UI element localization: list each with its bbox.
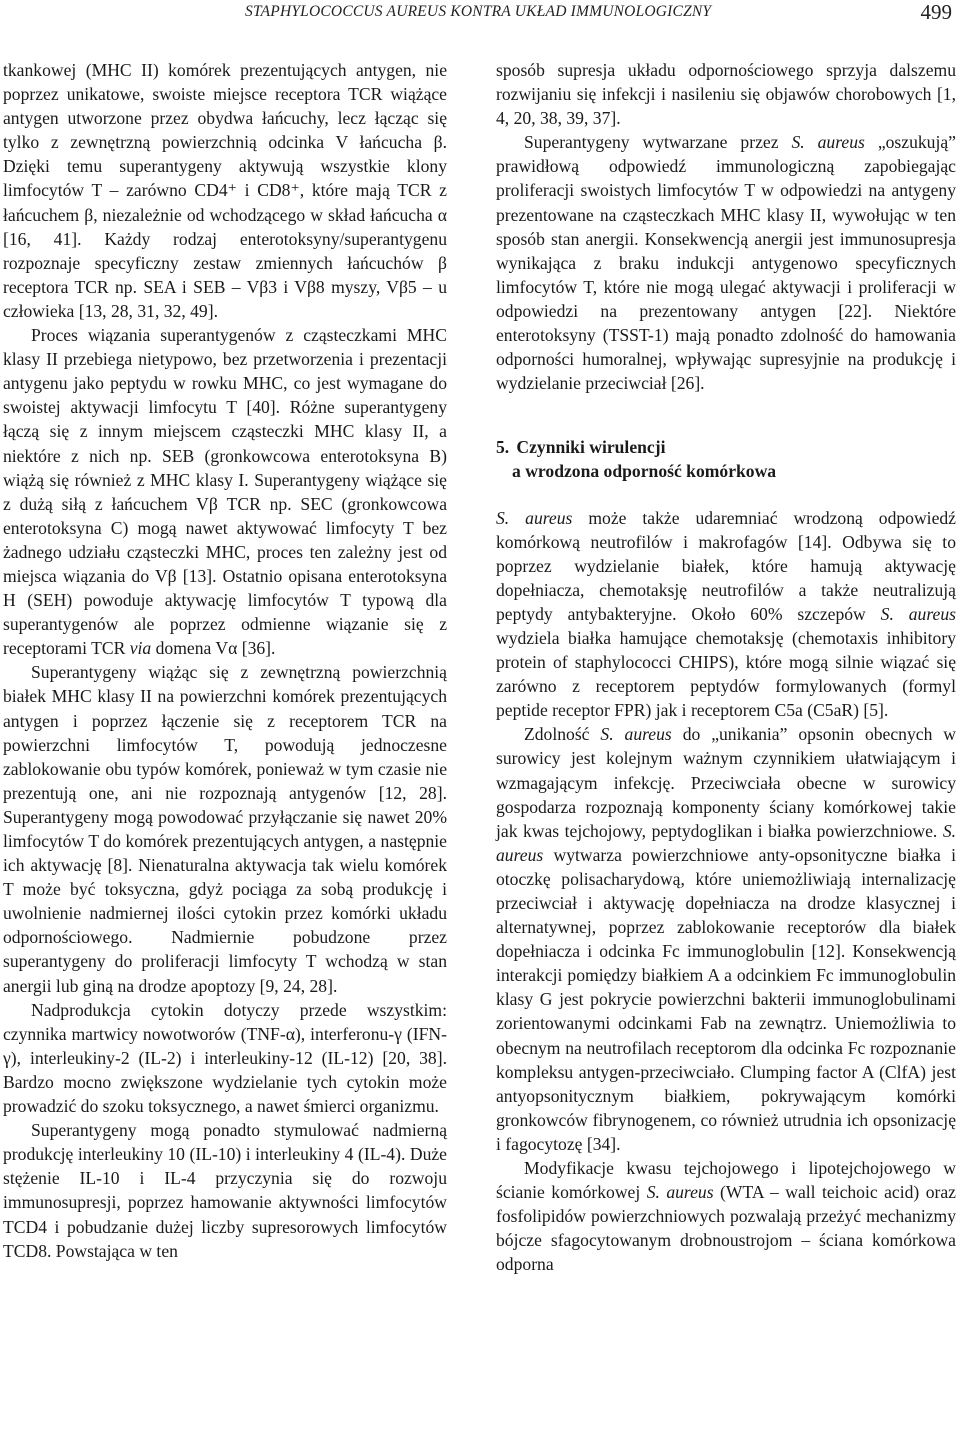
paragraph: Superantygeny wytwarzane przez S. aureus „oszukują” prawidłową odpowiedź immunologiczną zapobiegając proliferacji swoistych limfocytów T w odpowiedzi na antygeny prezentowane na cząsteczkach MHC klasy II, wywołując w ten sposób stan anergii. Konsekwencją anergii jest immunosupresja wynikająca z braku indukcji antygenowo specyficznych limfocytów T, które nie mogą ulegać aktywacji i proliferacji w odpowiedzi na prezentowany antygen [22]. Niektóre enterotoksyny (TSST-1) mają ponadto zdolność do hamowania odporności humoralnej, wpływając supresyjnie na produkcję i wydzielanie przeciwciał [26]. xyxy=(496,132,956,394)
paragraph: Modyfikacje kwasu tejchojowego i lipotejchojowego w ścianie komórkowej S. aureus (WTA – wall teichoic acid) oraz fosfolipidów powierzchniowych pozwalają przeżyć mechanizmy bójcze sfagocytowanym drobnoustrojom – ściana komórkowa odporna xyxy=(496,1158,956,1275)
species-name: S. aureus xyxy=(600,724,672,745)
section-heading xyxy=(496,435,956,483)
running-header xyxy=(0,0,960,30)
species-name: S. aureus xyxy=(791,132,865,153)
left-column xyxy=(3,58,447,1263)
running-title: STAPHYLOCOCCUS AUREUS KONTRA UKŁAD IMMUNOLOGICZNY xyxy=(245,3,712,20)
section-title-line2: a wrodzona odporność komórkowa xyxy=(512,461,777,482)
species-name: S. aureus xyxy=(646,1182,714,1203)
italic-term: via xyxy=(129,638,152,659)
species-name: S. aureus xyxy=(496,820,957,865)
paragraph: Zdolność S. aureus do „unikania” opsonin obecnych w surowicy jest kolejnym ważnym czynnikiem ułatwiającym i wzmagającym infekcję. Przeciwciała obecne w surowicy gospodarza rozpoznają komponenty ściany komórkowej takie jak kwas tejchojowy, peptydoglikan i białka powierzchniowe. S. aureus wytwarza powierzchniowe anty-opsonityczne białka i otoczkę polisacharydową, które uniemożliwiają internalizację przeciwciał i aktywację dopełniacza na drodze klasycznej i alternatywnej, poprzez zablokowanie receptorów dla białek dopełniacza i odcinka Fc immunoglobulin [12]. Konsekwencją interakcji pomiędzy białkiem A a odcinkiem Fc immunoglobulin klasy G jest pokrycie powierzchni bakterii immunoglobulinami zorientowanymi odcinkami Fab na zewnątrz. Uniemożliwia to obecnym na neutrofilach receptorom dla odcinka Fc rozpoznanie kompleksu antygen-przeciwciało. Clumping factor A (ClfA) jest antyopsonitycznym białkiem, pokrywającym komórki gronkowców fibrynogenem, co również utrudnia ich opsonizację i fagocytozę [34]. xyxy=(496,724,957,1154)
page-number: 499 xyxy=(920,0,952,24)
species-name: S. aureus xyxy=(880,603,956,624)
paragraph: S. aureus może także udaremniać wrodzoną odpowiedź komórkową neutrofilów i makrofagów [14]. Odbywa się to poprzez wydzielanie białek, które hamują aktywację dopełniacza, chemotaksję neutrofilów a także neutralizują peptydy antybakteryjne. Około 60% szczepów S. aureus wydziela białka hamujące chemotaksję (chemotaxis inhibitory protein of staphylococci CHIPS), które mogą silnie wiązać się zarówno z receptorem peptydów formylowanych (formyl peptide receptor FPR) jak i receptorem C5a (C5aR) [5]. xyxy=(496,507,956,721)
paragraph: sposób supresja układu odpornościowego sprzyja dalszemu rozwijaniu się infekcji i nasileniu się objawów chorobowych [1, 4, 20, 38, 39, 37]. xyxy=(496,60,956,129)
right-column xyxy=(496,58,956,1277)
paragraph: tkankowej (MHC II) komórek prezentujących antygen, nie poprzez unikatowe, swoiste miejsce receptora TCR wiążące antygen utworzone przez obydwa łańcuchy, lecz łącząc się tylko z zewnętrzną powierzchnią odcinka V łańcucha β. Dzięki temu superantygeny aktywują wszystkie klony limfocytów T – zarówno CD4⁺ i CD8⁺, które mają TCR z łańcuchem β, niezależnie od wchodzącego w skład łańcucha α [16, 41]. Każdy rodzaj enterotoksyny/superantygenu rozpoznaje specyficzny zestaw zmiennych łańcuchów β receptora TCR np. SEA i SEB – Vβ3 i Vβ8 myszy, Vβ5 – u człowieka [13, 28, 31, 32, 49]. xyxy=(3,60,447,321)
species-name: S. aureus xyxy=(496,507,573,528)
section-title-line1: Czynniki wirulencji xyxy=(516,437,666,458)
section-number: 5. xyxy=(496,437,510,458)
paragraph: Superantygeny mogą ponadto stymulować nadmierną produkcję interleukiny 10 (IL-10) i interleukiny 4 (IL-4). Duże stężenie IL-10 i IL-4 przyczynia się do rozwoju immunosupresji, poprzez hamowanie aktywności limfocytów TCD4 i pobudzanie dużej liczby supresorowych limfocytów TCD8. Powstająca w ten xyxy=(3,1120,447,1261)
paragraph: Superantygeny wiążąc się z zewnętrzną powierzchnią białek MHC klasy II na powierzchni komórek prezentujących antygen i poprzez łączenie się z receptorem TCR na powierzchni limfocytów T, powodują jednoczesne zablokowanie obu typów komórek, ponieważ w tym czasie nie prezentują one, ani nie rozpoznają antygenów [12, 28]. Superantygeny mogą powodować przyłączanie się nawet 20% limfocytów T do komórek prezentujących antygen, a następnie ich aktywację [8]. Nienaturalna aktywacja tak wielu komórek T może być toksyczna, gdyż pociąga za sobą produkcję i uwolnienie nadmiernej ilości cytokin przez komórki układu odpornościowego. Nadmiernie pobudzone przez superantygeny do proliferacji limfocyty T wchodzą w stan anergii lub giną na drodze apoptozy [9, 24, 28]. xyxy=(3,662,447,996)
paragraph: Nadprodukcja cytokin dotyczy przede wszystkim: czynnika martwicy nowotworów (TNF-α), interferonu-γ (IFN-γ), interleukiny-2 (IL-2) i interleukiny-12 (IL-12) [20, 38]. Bardzo mocno zwiększone wydzielanie tych cytokin może prowadzić do szoku toksycznego, a nawet śmierci organizmu. xyxy=(3,999,447,1117)
paragraph: Proces wiązania superantygenów z cząsteczkami MHC klasy II przebiega nietypowo, bez przetworzenia i prezentacji antygenu jako peptydu w rowku MHC, co jest wymagane do swoistej aktywacji limfocytu T [40]. Różne superantygeny łączą się z innym miejscem cząsteczki MHC klasy II, a niektóre z nich np. SEB (gronkowcowa enterotoksyna B) wiążą się również z MHC klasy I. Superantygeny wiążące się z dużą siłą z łańcuchem Vβ TCR np. SEC (gronkowcowa enterotoksyna C) mogą nawet aktywować limfocyty T bez żadnego udziału cząsteczki MHC, proces ten zależny jest od miejsca wiązania do Vβ [13]. Ostatnio opisana enterotoksyna H (SEH) powoduje aktywację limfocytów T typową dla superantygenów ale poprzez odmienne wiązanie się z receptorami TCR via domena Vα [36]. xyxy=(3,325,447,659)
